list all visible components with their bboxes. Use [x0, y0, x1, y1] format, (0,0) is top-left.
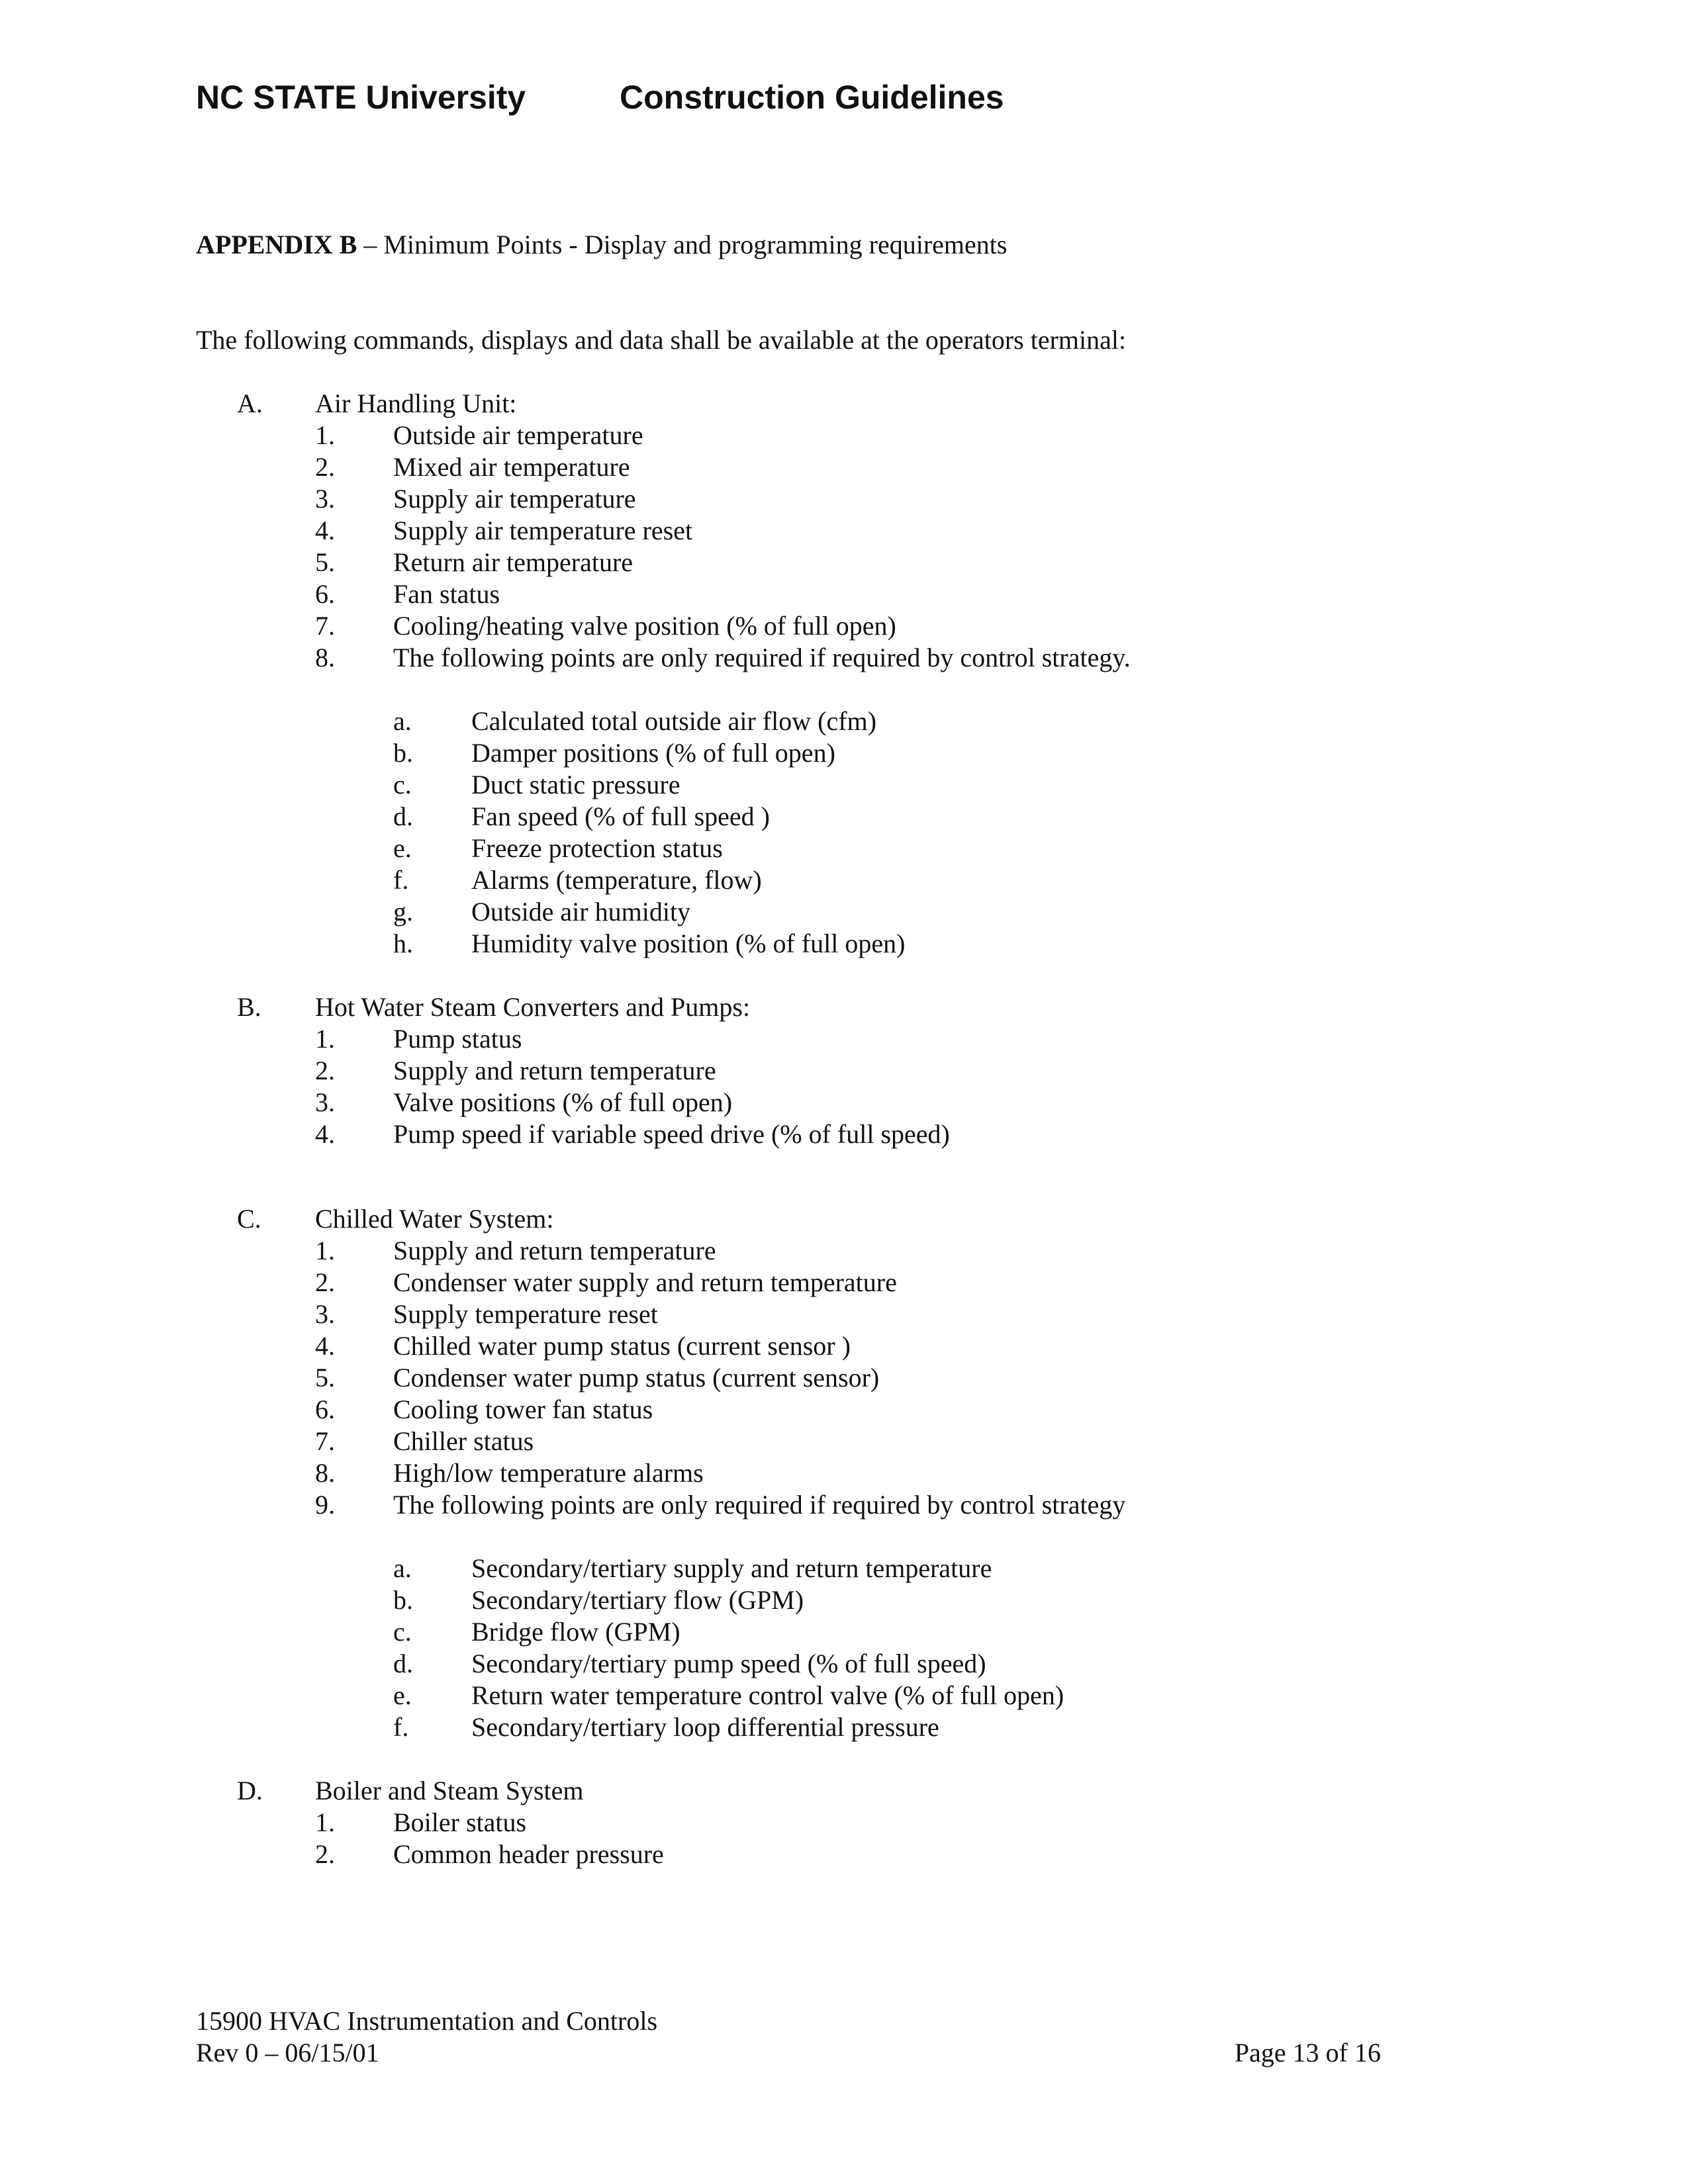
list-marker: a. [393, 1553, 412, 1583]
list-marker: 4. [315, 1331, 335, 1361]
list-marker: d. [393, 1649, 413, 1678]
list-text: Cooling tower fan status [393, 1394, 653, 1424]
list-text: Hot Water Steam Converters and Pumps: [315, 992, 751, 1022]
section-a [196, 388, 1454, 960]
sub-list-item [196, 1584, 1454, 1616]
list-text: Fan status [393, 579, 500, 609]
sub-list-item [196, 705, 1454, 737]
list-marker: 3. [315, 1087, 335, 1117]
list-item [196, 1267, 1454, 1298]
list-text: Secondary/tertiary supply and return temperature [471, 1553, 992, 1583]
list-marker: 1. [315, 1024, 335, 1054]
spacer [196, 960, 1454, 991]
section-b [196, 991, 1454, 1150]
list-item [196, 1023, 1454, 1055]
list-item [196, 547, 1454, 578]
appendix-separator: – [363, 230, 377, 259]
list-item [196, 1330, 1454, 1362]
list-item [196, 1235, 1454, 1267]
list-text: Supply air temperature [393, 484, 636, 514]
list-marker: f. [393, 1712, 409, 1742]
list-item [196, 1394, 1454, 1426]
section-heading [196, 991, 1454, 1023]
list-marker: 6. [315, 579, 335, 609]
sub-list-item [196, 769, 1454, 801]
list-text: Condenser water pump status (current sensor) [393, 1363, 880, 1392]
list-text: Supply temperature reset [393, 1299, 658, 1329]
list-text: High/low temperature alarms [393, 1458, 704, 1488]
list-text: Calculated total outside air flow (cfm) [471, 706, 877, 736]
list-marker: 8. [315, 643, 335, 672]
list-marker: g. [393, 897, 413, 927]
list-item [196, 578, 1454, 610]
list-text: Cooling/heating valve position (% of full open) [393, 611, 896, 641]
list-marker: B. [237, 992, 261, 1022]
sub-list-item [196, 833, 1454, 864]
section-d [196, 1775, 1454, 1870]
list-marker: h. [393, 929, 413, 958]
list-marker: A. [237, 388, 263, 418]
sub-list-item [196, 1553, 1454, 1584]
list-item [196, 1087, 1454, 1118]
list-text: Supply air temperature reset [393, 516, 693, 545]
list-text: Supply and return temperature [393, 1236, 716, 1265]
list-marker: 5. [315, 1363, 335, 1392]
section-c [196, 1203, 1454, 1743]
list-text: Chiller status [393, 1426, 534, 1456]
list-marker: 1. [315, 1807, 335, 1837]
list-item [196, 1298, 1454, 1330]
list-item [196, 420, 1454, 451]
list-text: Damper positions (% of full open) [471, 738, 835, 768]
appendix-title: Minimum Points - Display and programming requirements [383, 230, 1008, 259]
list-marker: e. [393, 1680, 412, 1710]
list-marker: e. [393, 833, 412, 863]
list-text: Chilled Water System: [315, 1204, 554, 1234]
list-text: Chilled water pump status (current sensor ) [393, 1331, 851, 1361]
list-marker: 2. [315, 1056, 335, 1085]
list-item [196, 1118, 1454, 1150]
sub-list-item [196, 1680, 1454, 1711]
sub-list-item [196, 1648, 1454, 1680]
list-marker: c. [393, 1617, 412, 1647]
list-text: Outside air humidity [471, 897, 691, 927]
list-text: Secondary/tertiary loop differential pressure [471, 1712, 939, 1742]
list-marker: 9. [315, 1490, 335, 1520]
list-text: Valve positions (% of full open) [393, 1087, 733, 1117]
list-item [196, 451, 1454, 483]
section-heading [196, 388, 1454, 420]
list-text: Outside air temperature [393, 420, 643, 450]
points-list [196, 388, 1454, 1870]
section-heading [196, 1775, 1454, 1807]
list-text: Bridge flow (GPM) [471, 1617, 680, 1647]
list-marker: 2. [315, 1839, 335, 1869]
list-text: Pump status [393, 1024, 522, 1054]
appendix-label: APPENDIX B [196, 230, 357, 259]
list-marker: c. [393, 770, 412, 799]
intro-paragraph: The following commands, displays and data shall be available at the operators terminal: [196, 325, 1127, 355]
list-text: Condenser water supply and return temperature [393, 1267, 897, 1297]
list-text: Alarms (temperature, flow) [471, 865, 762, 895]
sub-list-item [196, 928, 1454, 960]
spacer [196, 1743, 1454, 1775]
list-marker: 7. [315, 611, 335, 641]
footer-revision: Rev 0 – 06/15/01 [196, 2038, 379, 2068]
list-item [196, 1426, 1454, 1457]
list-marker: 4. [315, 516, 335, 545]
list-text: Pump speed if variable speed drive (% of full speed) [393, 1119, 950, 1149]
list-text: Supply and return temperature [393, 1056, 716, 1085]
list-marker: 4. [315, 1119, 335, 1149]
list-marker: a. [393, 706, 412, 736]
list-marker: b. [393, 738, 413, 768]
list-text: The following points are only required if required by control strategy. [393, 643, 1131, 672]
sub-list-item [196, 864, 1454, 896]
list-item [196, 515, 1454, 547]
list-item [196, 610, 1454, 642]
list-text: Return water temperature control valve (% of full open) [471, 1680, 1064, 1710]
list-marker: D. [237, 1776, 263, 1805]
sub-list-item [196, 737, 1454, 769]
list-text: Return air temperature [393, 547, 633, 577]
list-text: Freeze protection status [471, 833, 723, 863]
list-marker: 3. [315, 484, 335, 514]
sub-list-item [196, 801, 1454, 833]
list-text: Secondary/tertiary flow (GPM) [471, 1585, 804, 1615]
organization-name: NC STATE University [196, 79, 526, 116]
list-marker: 3. [315, 1299, 335, 1329]
list-marker: 2. [315, 1267, 335, 1297]
list-text: Boiler and Steam System [315, 1776, 584, 1805]
document-title: Construction Guidelines [620, 79, 1004, 116]
list-marker: 1. [315, 420, 335, 450]
footer-page-number: Page 13 of 16 [1234, 2038, 1381, 2068]
list-marker: 1. [315, 1236, 335, 1265]
list-item [196, 1839, 1454, 1870]
spacer [196, 674, 1454, 705]
list-item [196, 483, 1454, 515]
list-item [196, 1362, 1454, 1394]
list-item [196, 642, 1454, 674]
list-text: Secondary/tertiary pump speed (% of full speed) [471, 1649, 986, 1678]
list-text: Duct static pressure [471, 770, 680, 799]
list-item [196, 1807, 1454, 1839]
list-text: Common header pressure [393, 1839, 664, 1869]
list-marker: 6. [315, 1394, 335, 1424]
footer-document: 15900 HVAC Instrumentation and Controls [196, 2006, 658, 2036]
section-heading [196, 1203, 1454, 1235]
list-text: Air Handling Unit: [315, 388, 517, 418]
sub-list-item [196, 1711, 1454, 1743]
list-marker: 7. [315, 1426, 335, 1456]
list-text: The following points are only required if required by control strategy [393, 1490, 1126, 1520]
list-marker: d. [393, 801, 413, 831]
list-marker: 5. [315, 547, 335, 577]
list-marker: C. [237, 1204, 261, 1234]
list-text: Humidity valve position (% of full open) [471, 929, 906, 958]
sub-list-item [196, 896, 1454, 928]
list-item [196, 1489, 1454, 1521]
list-marker: 2. [315, 452, 335, 482]
list-item [196, 1055, 1454, 1087]
list-marker: f. [393, 865, 409, 895]
sub-list-item [196, 1616, 1454, 1648]
list-text: Boiler status [393, 1807, 527, 1837]
spacer [196, 1150, 1454, 1203]
list-marker: 8. [315, 1458, 335, 1488]
appendix-heading [196, 229, 1007, 261]
list-item [196, 1457, 1454, 1489]
list-marker: b. [393, 1585, 413, 1615]
list-text: Fan speed (% of full speed ) [471, 801, 770, 831]
spacer [196, 1521, 1454, 1553]
list-text: Mixed air temperature [393, 452, 630, 482]
